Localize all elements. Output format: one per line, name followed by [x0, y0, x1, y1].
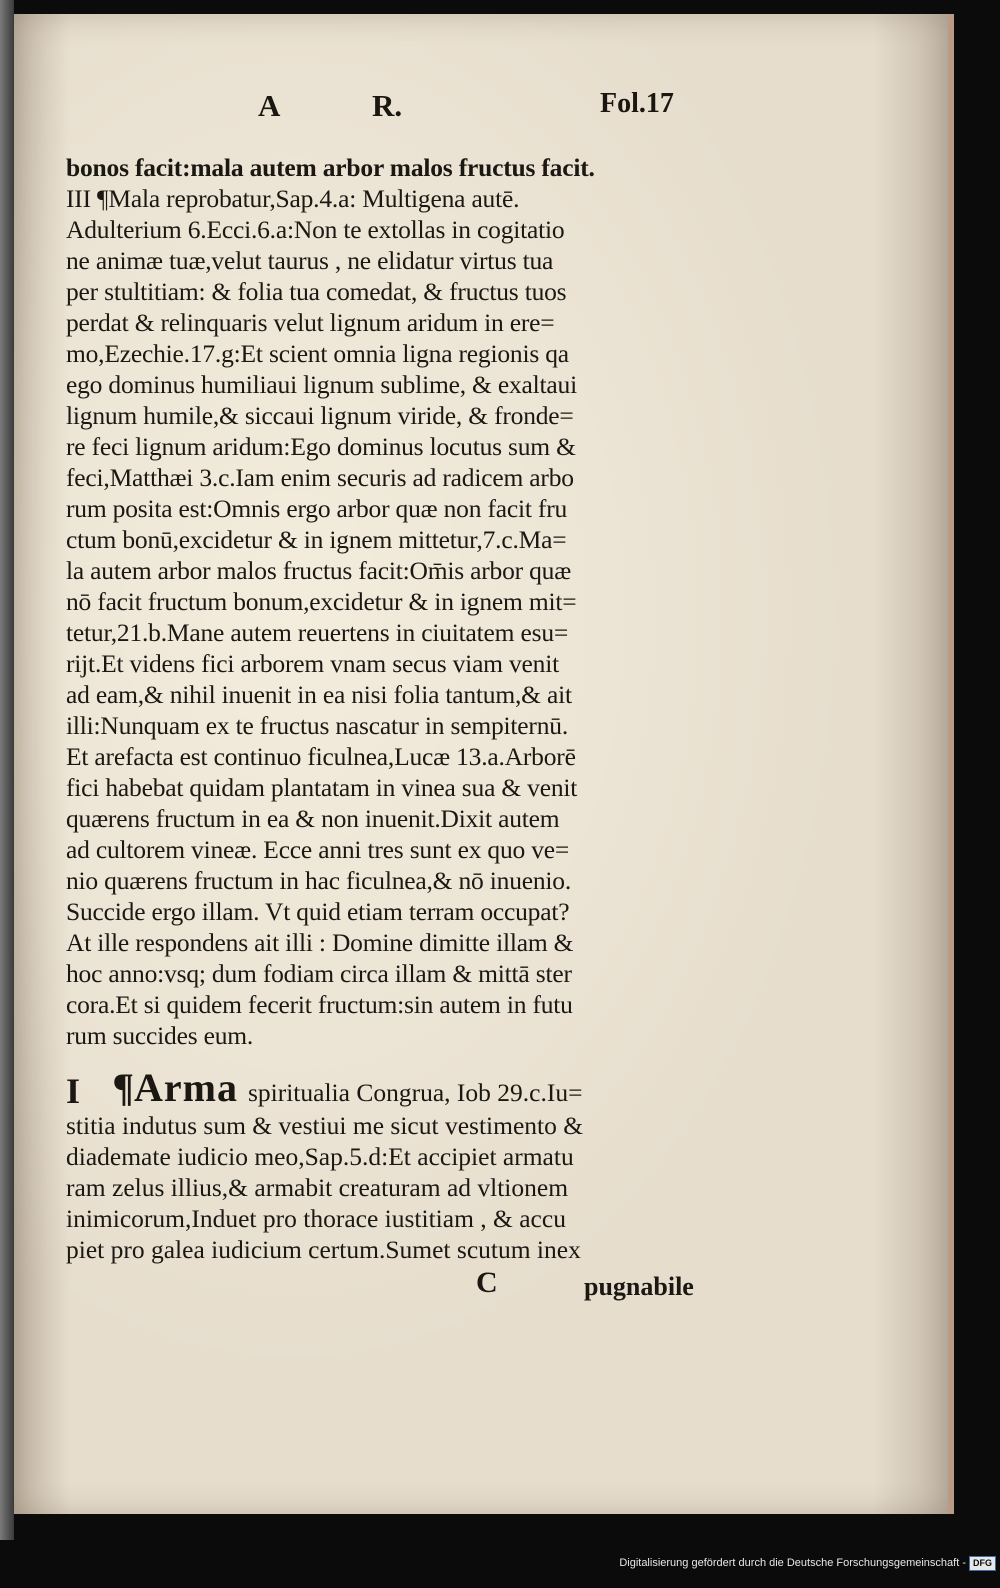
section-arma — [66, 1064, 716, 1265]
text-line: fici habebat quidam plantatam in vinea sua & venit — [66, 773, 578, 802]
text-line: nō facit fructum bonum,excidetur & in ignem mit= — [66, 587, 577, 616]
section-body — [66, 1110, 716, 1265]
text-line: piet pro galea iudicium certum.Sumet scutum inex — [66, 1235, 581, 1264]
section-heading — [66, 1064, 716, 1110]
text-line: re feci lignum aridum:Ego dominus locutus sum & — [66, 432, 576, 461]
text-line: feci,Matthæi 3.c.Iam enim securis ad radicem arbo — [66, 463, 574, 492]
header-middle: R. — [372, 88, 403, 123]
book-page — [14, 14, 948, 1514]
signature-mark: C — [476, 1266, 498, 1299]
text-line: quærens fructum in ea & non inuenit.Dixit autem — [66, 804, 560, 833]
text-line: tetur,21.b.Mane autem reuertens in ciuitatem esu= — [66, 618, 569, 647]
text-line: inimicorum,Induet pro thorace iustitiam , & accu — [66, 1204, 566, 1233]
digitization-credit — [600, 1552, 996, 1574]
text-line: At ille respondens ait illi : Domine dimitte illam & — [66, 928, 574, 957]
heading-rest: spiritualia Congrua, Iob 29.c.Iu= — [247, 1078, 583, 1107]
text-line: ne animæ tuæ,velut taurus , ne elidatur virtus tua — [66, 246, 554, 275]
text-line: lignum humile,& siccaui lignum viride, & fronde= — [66, 401, 574, 430]
text-line: Succide ergo illam. Vt quid etiam terram occupat? — [66, 897, 570, 926]
paragraph-main — [66, 152, 716, 1051]
page-edge — [948, 14, 954, 1514]
text-line: la autem arbor malos fructus facit:Om̄is arbor quæ — [66, 556, 572, 585]
text-line: ego dominus humiliaui lignum sublime, & exaltaui — [66, 370, 577, 399]
text-line: bonos facit:mala autem arbor malos fructus facit. — [66, 153, 595, 182]
text-line: cora.Et si quidem fecerit fructum:sin autem in futu — [66, 990, 573, 1019]
book-spine-edge — [0, 0, 14, 1540]
running-header — [14, 88, 948, 138]
folio-number: Fol.17 — [600, 88, 674, 119]
catchword: pugnabile — [584, 1272, 694, 1301]
text-line: perdat & relinquaris velut lignum aridum in ere= — [66, 308, 555, 337]
text-line: nio quærens fructum in hac ficulnea,& nō inuenio. — [66, 866, 572, 895]
text-line: stitia indutus sum & vestiui me sicut vestimento & — [66, 1111, 584, 1140]
pilcrow-mark: ¶ — [112, 1065, 134, 1110]
text-line: rum posita est:Omnis ergo arbor quæ non facit fru — [66, 494, 568, 523]
heading-word: Arma — [134, 1065, 238, 1110]
text-line: rum succides eum. — [66, 1021, 254, 1050]
text-line: rijt.Et videns fici arborem vnam secus viam venit — [66, 649, 559, 678]
text-line: ctum bonū,excidetur & in ignem mittetur,7.c.Ma= — [66, 525, 567, 554]
text-line: mo,Ezechie.17.g:Et scient omnia ligna regionis qa — [66, 339, 569, 368]
dfg-logo-icon: DFG — [969, 1556, 996, 1571]
text-line: Adulterium 6.Ecci.6.a:Non te extollas in cogitatio — [66, 215, 565, 244]
text-line: per stultitiam: & folia tua comedat, & fructus tuos — [66, 277, 567, 306]
text-line: diademate iudicio meo,Sap.5.d:Et accipiet armatu — [66, 1142, 574, 1171]
text-line: Et arefacta est continuo ficulnea,Lucæ 13.a.Arborē — [66, 742, 576, 771]
section-number: I — [66, 1071, 81, 1111]
text-line: ad eam,& nihil inuenit in ea nisi folia tantum,& ait — [66, 680, 572, 709]
text-line: illi:Nunquam ex te fructus nascatur in sempiternū. — [66, 711, 568, 740]
text-line: ram zelus illius,& armabit creaturam ad vltionem — [66, 1173, 569, 1202]
text-line: III ¶Mala reprobatur,Sap.4.a: Multigena autē. — [66, 184, 520, 213]
header-left: A — [258, 88, 281, 123]
text-line: ad cultorem vineæ. Ecce anni tres sunt ex quo ve= — [66, 835, 570, 864]
credit-text: Digitalisierung gefördert durch die Deutsche Forschungsgemeinschaft - — [619, 1557, 966, 1569]
text-line: hoc anno:vsq; dum fodiam circa illam & mittā ster — [66, 959, 572, 988]
